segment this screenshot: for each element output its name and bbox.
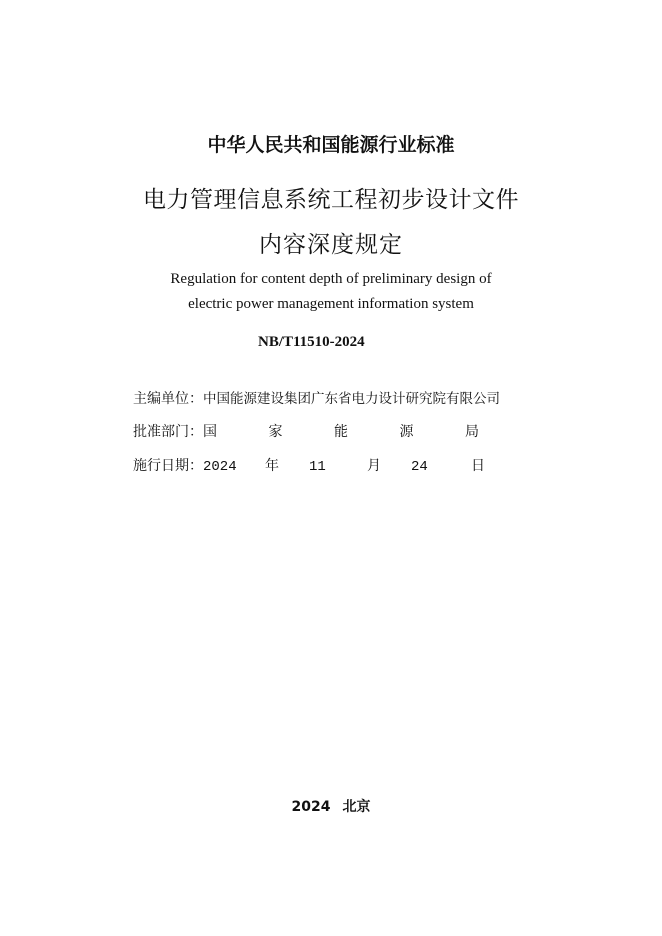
approver-row [133, 421, 479, 441]
approver-char: 家 [268, 424, 283, 440]
effective-date-label: 施行日期： [133, 458, 203, 474]
effective-date-row [133, 455, 485, 475]
publish-footer [0, 796, 662, 816]
issuer-label: 主编单位： [133, 391, 203, 407]
effective-month: 11 [309, 459, 326, 475]
effective-year: 2024 [203, 459, 237, 475]
year-unit: 年 [265, 458, 279, 474]
issuer-row [133, 387, 500, 408]
approver-value [203, 421, 479, 441]
issuer-value: 中国能源建设集团广东省电力设计研究院有限公司 [203, 391, 500, 407]
approver-label: 批准部门： [133, 424, 203, 440]
month-unit: 月 [367, 458, 381, 474]
standard-number: NB/T11510-2024 [258, 334, 365, 350]
effective-day: 24 [411, 459, 428, 475]
approver-char: 局 [465, 424, 479, 440]
document-title-zh-line-1: 电力管理信息系统工程初步设计文件 [143, 187, 519, 213]
approver-char: 源 [399, 424, 414, 440]
approver-char: 国 [203, 424, 217, 440]
day-unit: 日 [471, 458, 485, 474]
publish-city: 北京 [342, 799, 371, 815]
approver-char: 能 [334, 424, 348, 440]
document-title-zh-line-2: 内容深度规定 [259, 232, 403, 258]
publish-year: 2024 [291, 799, 331, 815]
standard-category-heading: 中华人民共和国能源行业标准 [207, 134, 455, 156]
document-title-en-line-2: electric power management information system [188, 296, 474, 312]
document-title-en-line-1: Regulation for content depth of preliminary design of [170, 271, 492, 287]
